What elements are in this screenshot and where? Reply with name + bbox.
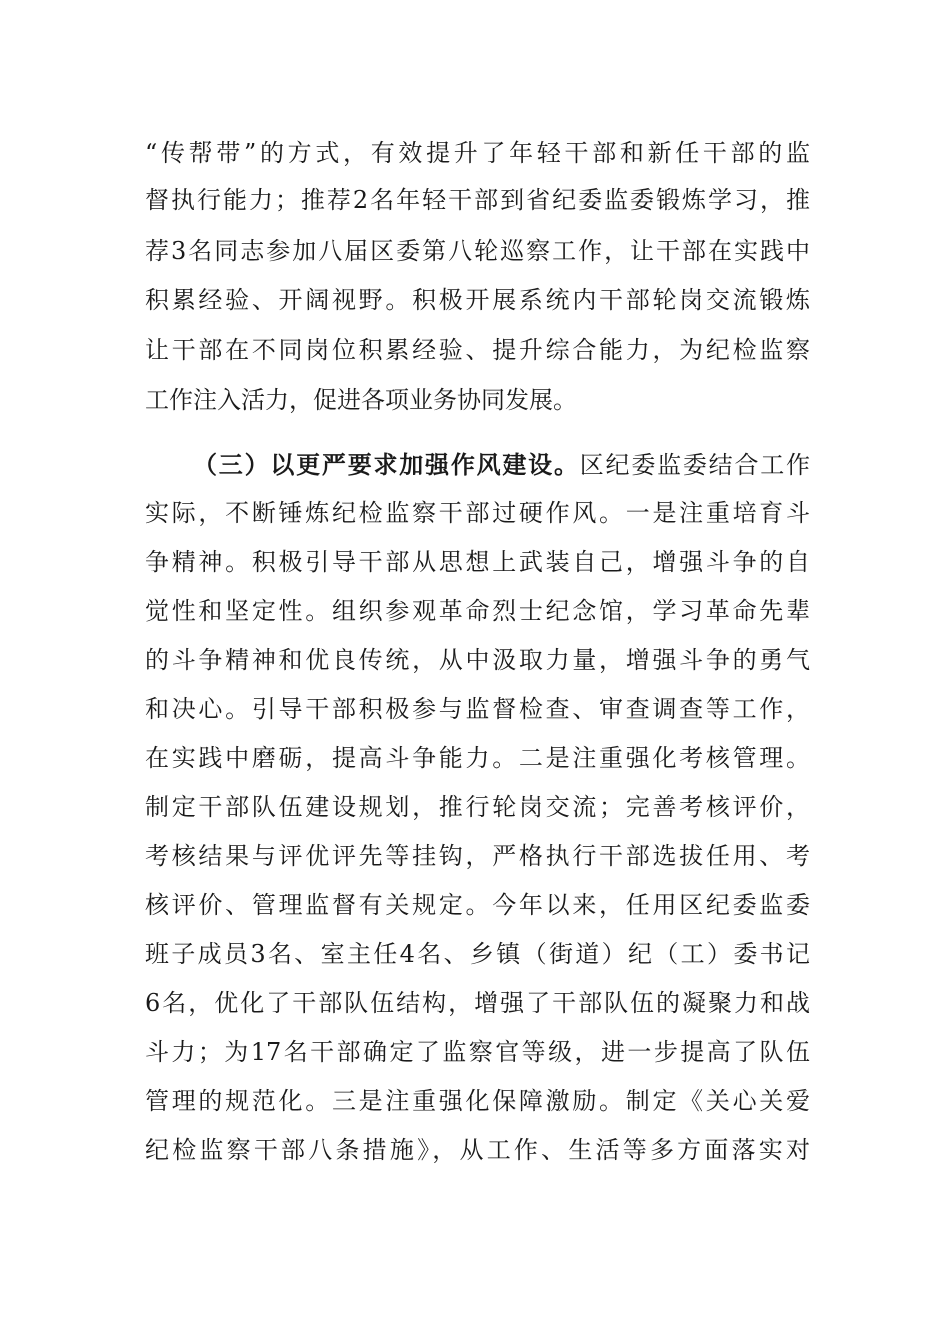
paragraph-1-line-2: 督执行能力；推荐2名年轻干部到省纪委监委锻炼学习，推 (145, 186, 810, 214)
paragraph-1-line-4: 积累经验、开阔视野。积极开展系统内干部轮岗交流锻炼 (145, 286, 810, 314)
paragraph-2-line-2: 实际，不断锤炼纪检监察干部过硬作风。一是注重培育斗 (145, 499, 810, 527)
paragraph-2-line-11: 班子成员3名、室主任4名、乡镇（街道）纪（工）委书记 (145, 940, 810, 968)
paragraph-2-line-15: 纪检监察干部八条措施》，从工作、生活等多方面落实对 (145, 1136, 810, 1164)
paragraph-2-line-10: 核评价、管理监督有关规定。今年以来，任用区纪委监委 (145, 891, 810, 919)
paragraph-2-line-7: 在实践中磨砺，提高斗争能力。二是注重强化考核管理。 (145, 744, 810, 772)
paragraph-2-line-12: 6名，优化了干部队伍结构，增强了干部队伍的凝聚力和战 (145, 989, 810, 1017)
paragraph-1-line-5: 让干部在不同岗位积累经验、提升综合能力，为纪检监察 (145, 336, 810, 364)
section-heading: （三）以更严要求加强作风建设。 (193, 450, 580, 479)
paragraph-2-line-13: 斗力；为17名干部确定了监察官等级，进一步提高了队伍 (145, 1038, 810, 1066)
paragraph-2-line-14: 管理的规范化。三是注重强化保障激励。制定《关心关爱 (145, 1087, 810, 1115)
paragraph-1-line-3: 荐3名同志参加八届区委第八轮巡察工作，让干部在实践中 (145, 237, 810, 265)
paragraph-2-line-8: 制定干部队伍建设规划，推行轮岗交流；完善考核评价， (145, 793, 810, 821)
paragraph-2-line-1 (145, 445, 810, 485)
paragraph-2-line-3: 争精神。积极引导干部从思想上武装自己，增强斗争的自 (145, 548, 810, 576)
paragraph-2-line-4: 觉性和坚定性。组织参观革命烈士纪念馆，学习革命先辈 (145, 597, 810, 625)
paragraph-2-line-6: 和决心。引导干部积极参与监督检查、审查调查等工作， (145, 695, 810, 723)
paragraph-2-line-5: 的斗争精神和优良传统，从中汲取力量，增强斗争的勇气 (145, 646, 810, 674)
paragraph-1-line-1: “传帮带”的方式，有效提升了年轻干部和新任干部的监 (145, 139, 810, 167)
paragraph-2-line-1-text: 区纪委监委结合工作 (579, 451, 810, 479)
paragraph-2-line-9: 考核结果与评优评先等挂钩，严格执行干部选拔任用、考 (145, 842, 810, 870)
paragraph-1-line-6: 工作注入活力，促进各项业务协同发展。 (145, 386, 577, 414)
